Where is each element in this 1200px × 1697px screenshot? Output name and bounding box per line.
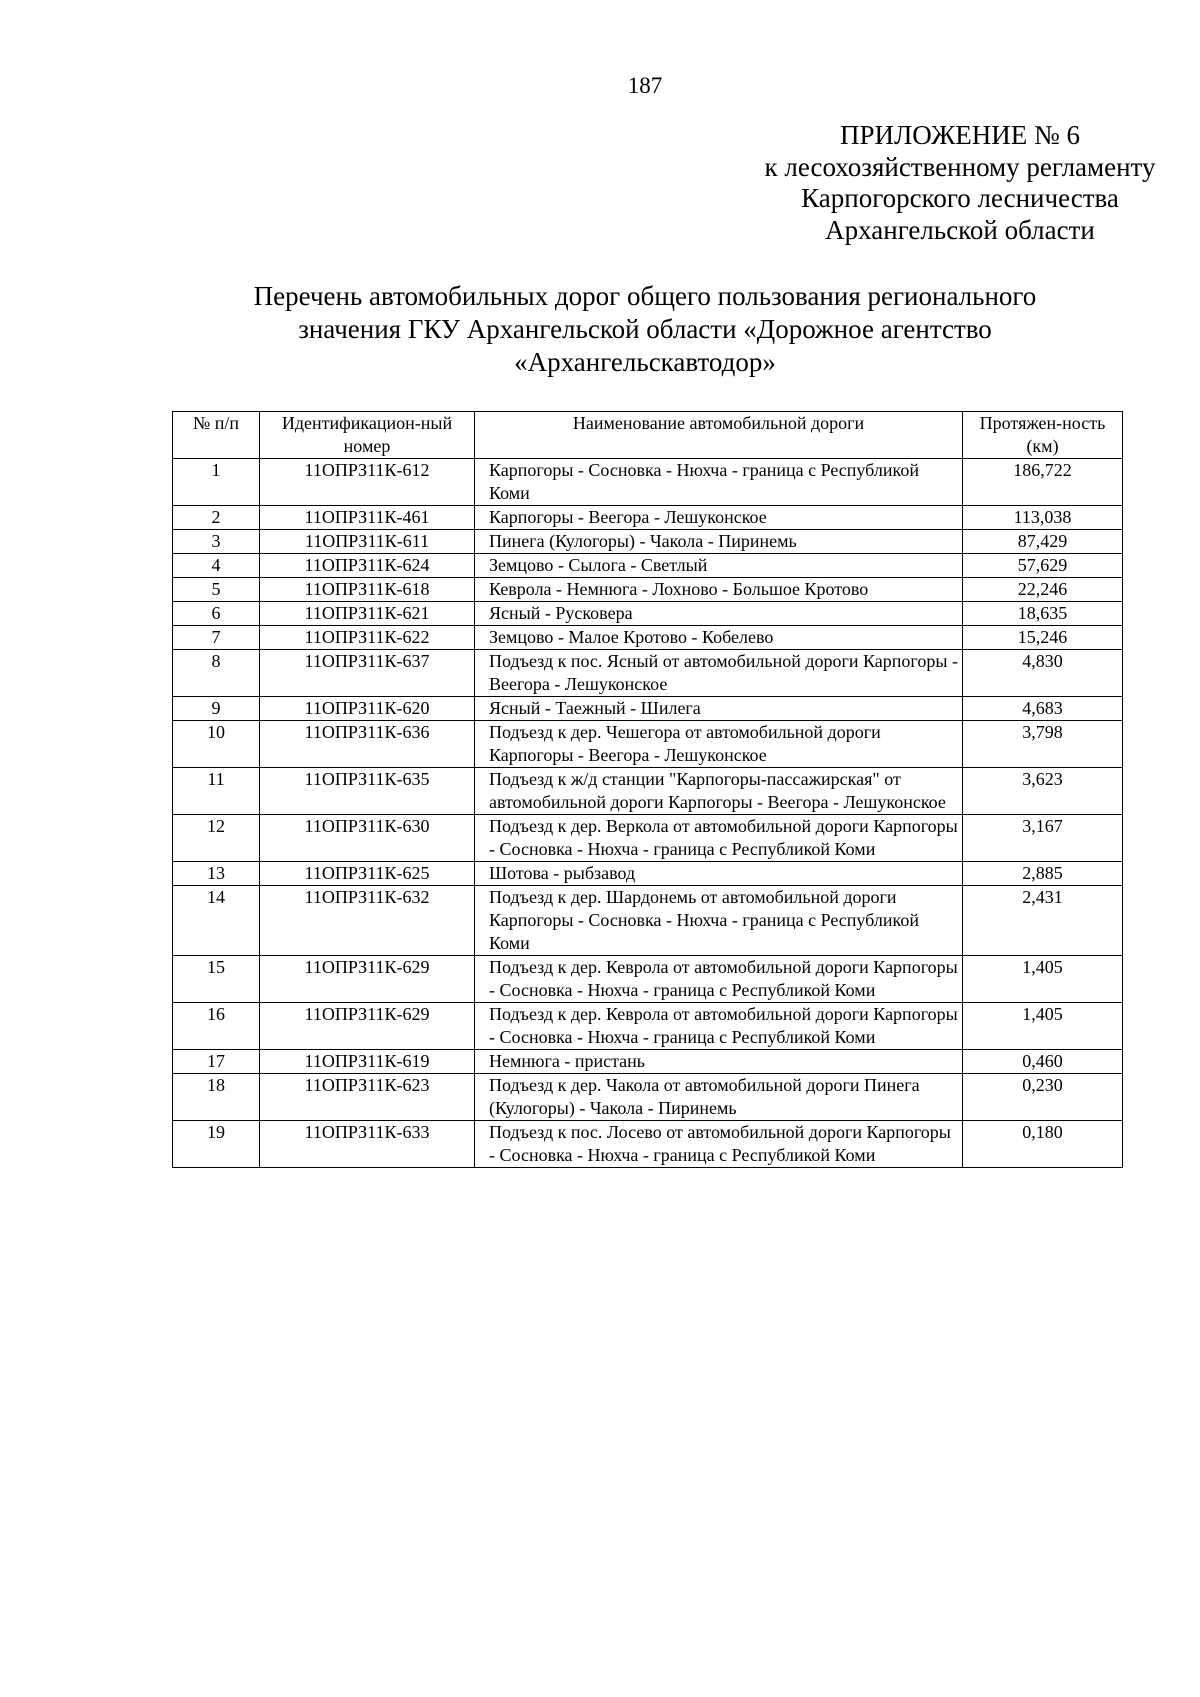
cell-num: 15	[173, 956, 260, 1003]
cell-id: 11ОПРЗ11К-629	[260, 1003, 475, 1050]
cell-length: 15,246	[963, 626, 1123, 650]
cell-num: 12	[173, 815, 260, 862]
cell-id: 11ОПРЗ11К-461	[260, 506, 475, 530]
cell-length: 0,230	[963, 1074, 1123, 1121]
table-row	[173, 697, 1123, 721]
table-row	[173, 554, 1123, 578]
cell-num: 8	[173, 650, 260, 697]
cell-id: 11ОПРЗ11К-618	[260, 578, 475, 602]
appendix-line-4: Архангельской области	[825, 214, 1095, 245]
cell-id: 11ОПРЗ11К-629	[260, 956, 475, 1003]
cell-num: 7	[173, 626, 260, 650]
header-name: Наименование автомобильной дороги	[475, 412, 963, 459]
cell-road-name: Подъезд к пос. Ясный от автомобильной дороги Карпогоры - Веегора - Лешуконское	[475, 650, 963, 697]
roads-table	[172, 411, 1123, 1168]
table-row	[173, 721, 1123, 768]
cell-length: 18,635	[963, 602, 1123, 626]
cell-id: 11ОПРЗ11К-621	[260, 602, 475, 626]
appendix-line-3: Карпогорского лесничества	[801, 183, 1119, 213]
cell-num: 3	[173, 530, 260, 554]
cell-num: 4	[173, 554, 260, 578]
cell-id: 11ОПРЗ11К-630	[260, 815, 475, 862]
cell-num: 5	[173, 578, 260, 602]
cell-id: 11ОПРЗ11К-637	[260, 650, 475, 697]
cell-length: 1,405	[963, 1003, 1123, 1050]
table-row	[173, 506, 1123, 530]
table-row	[173, 862, 1123, 886]
cell-num: 11	[173, 768, 260, 815]
cell-id: 11ОПРЗ11К-612	[260, 459, 475, 506]
cell-num: 9	[173, 697, 260, 721]
cell-num: 1	[173, 459, 260, 506]
cell-id: 11ОПРЗ11К-632	[260, 886, 475, 956]
cell-length: 87,429	[963, 530, 1123, 554]
cell-num: 2	[173, 506, 260, 530]
cell-road-name: Шотова - рыбзавод	[475, 862, 963, 886]
cell-id: 11ОПРЗ11К-622	[260, 626, 475, 650]
table-row	[173, 650, 1123, 697]
cell-id: 11ОПРЗ11К-635	[260, 768, 475, 815]
cell-length: 22,246	[963, 578, 1123, 602]
table-row	[173, 886, 1123, 956]
appendix-line-1: ПРИЛОЖЕНИЕ № 6	[839, 120, 1081, 150]
cell-num: 16	[173, 1003, 260, 1050]
appendix-header	[680, 120, 1200, 246]
cell-length: 4,683	[963, 697, 1123, 721]
cell-road-name: Кеврола - Немнюга - Лохново - Большое Кротово	[475, 578, 963, 602]
table-row	[173, 626, 1123, 650]
cell-id: 11ОПРЗ11К-620	[260, 697, 475, 721]
page-number: 187	[627, 73, 663, 98]
table-row	[173, 815, 1123, 862]
cell-road-name: Земцово - Сылога - Светлый	[475, 554, 963, 578]
cell-id: 11ОПРЗ11К-624	[260, 554, 475, 578]
cell-length: 57,629	[963, 554, 1123, 578]
cell-length: 4,830	[963, 650, 1123, 697]
cell-id: 11ОПРЗ11К-633	[260, 1121, 475, 1168]
cell-road-name: Подъезд к ж/д станции "Карпогоры-пассажирская" от автомобильной дороги Карпогоры - Веегора - Лешуконское	[475, 768, 963, 815]
header-num: № п/п	[173, 412, 260, 459]
cell-num: 19	[173, 1121, 260, 1168]
cell-length: 3,167	[963, 815, 1123, 862]
cell-road-name: Пинега (Кулогоры) - Чакола - Пиринемь	[475, 530, 963, 554]
cell-length: 3,798	[963, 721, 1123, 768]
cell-num: 6	[173, 602, 260, 626]
title-line-1: Перечень автомобильных дорог общего пользования регионального	[253, 281, 1037, 311]
cell-road-name: Подъезд к дер. Веркола от автомобильной дороги Карпогоры - Сосновка - Нюхча - граница с Республикой Коми	[475, 815, 963, 862]
table-row	[173, 530, 1123, 554]
cell-id: 11ОПРЗ11К-619	[260, 1050, 475, 1074]
cell-num: 10	[173, 721, 260, 768]
cell-road-name: Подъезд к дер. Чешегора от автомобильной дороги Карпогоры - Веегора - Лешуконское	[475, 721, 963, 768]
cell-road-name: Ясный - Таежный - Шилега	[475, 697, 963, 721]
table-row	[173, 1003, 1123, 1050]
document-title	[150, 280, 1140, 379]
cell-road-name: Подъезд к дер. Кеврола от автомобильной дороги Карпогоры - Сосновка - Нюхча - граница с Республикой Коми	[475, 956, 963, 1003]
cell-road-name: Подъезд к дер. Кеврола от автомобильной дороги Карпогоры - Сосновка - Нюхча - граница с Республикой Коми	[475, 1003, 963, 1050]
title-line-2: значения ГКУ Архангельской области «Дорожное агентство	[298, 314, 992, 344]
cell-road-name: Ясный - Русковера	[475, 602, 963, 626]
cell-road-name: Немнюга - пристань	[475, 1050, 963, 1074]
cell-road-name: Карпогоры - Сосновка - Нюхча - граница с Республикой Коми	[475, 459, 963, 506]
cell-length: 0,180	[963, 1121, 1123, 1168]
cell-id: 11ОПРЗ11К-611	[260, 530, 475, 554]
table-row	[173, 956, 1123, 1003]
cell-length: 3,623	[963, 768, 1123, 815]
cell-length: 0,460	[963, 1050, 1123, 1074]
appendix-line-2: к лесохозяйственному регламенту	[764, 151, 1156, 182]
cell-id: 11ОПРЗ11К-623	[260, 1074, 475, 1121]
table-row	[173, 459, 1123, 506]
cell-num: 14	[173, 886, 260, 956]
cell-num: 13	[173, 862, 260, 886]
title-line-3: «Архангельскавтодор»	[514, 347, 776, 377]
cell-road-name: Подъезд к дер. Чакола от автомобильной дороги Пинега (Кулогоры) - Чакола - Пиринемь	[475, 1074, 963, 1121]
table-row	[173, 1121, 1123, 1168]
header-length: Протяжен-ность (км)	[963, 412, 1123, 459]
table-row	[173, 1074, 1123, 1121]
cell-road-name: Карпогоры - Веегора - Лешуконское	[475, 506, 963, 530]
cell-length: 2,885	[963, 862, 1123, 886]
cell-length: 186,722	[963, 459, 1123, 506]
cell-num: 17	[173, 1050, 260, 1074]
cell-length: 113,038	[963, 506, 1123, 530]
cell-id: 11ОПРЗ11К-636	[260, 721, 475, 768]
table-body	[173, 459, 1123, 1168]
table-row	[173, 768, 1123, 815]
cell-road-name: Земцово - Малое Кротово - Кобелево	[475, 626, 963, 650]
table-header-row	[173, 412, 1123, 459]
header-id: Идентификацион-ный номер	[260, 412, 475, 459]
cell-road-name: Подъезд к пос. Лосево от автомобильной дороги Карпогоры - Сосновка - Нюхча - граница с Республикой Коми	[475, 1121, 963, 1168]
cell-num: 18	[173, 1074, 260, 1121]
cell-id: 11ОПРЗ11К-625	[260, 862, 475, 886]
cell-length: 2,431	[963, 886, 1123, 956]
table-row	[173, 602, 1123, 626]
cell-road-name: Подъезд к дер. Шардонемь от автомобильной дороги Карпогоры - Сосновка - Нюхча - граница с Республикой Коми	[475, 886, 963, 956]
cell-length: 1,405	[963, 956, 1123, 1003]
table-row	[173, 1050, 1123, 1074]
table-row	[173, 578, 1123, 602]
